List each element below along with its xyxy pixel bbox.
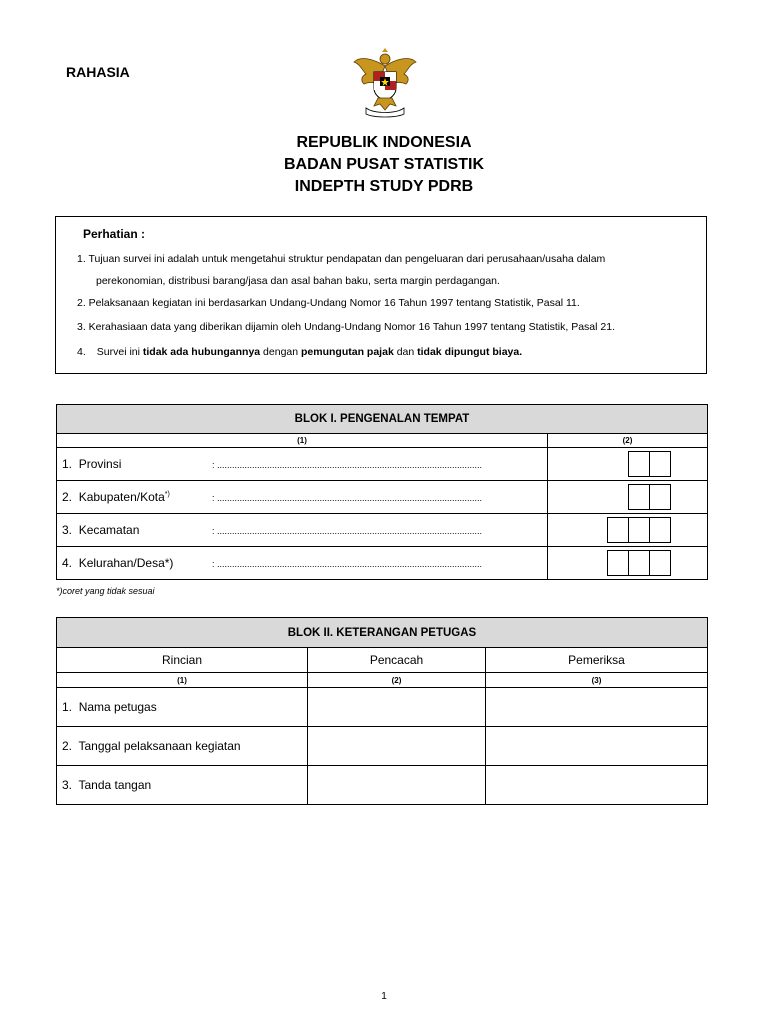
column-number-3: (3) [486,673,708,688]
blok-1-row-kelurahan-desa [57,547,708,580]
row-label-cell [57,727,308,766]
garuda-emblem-icon [352,48,418,118]
fill-in-line[interactable]: : .......................................................................................................... [212,559,483,569]
column-number-2: (2) [308,673,486,688]
notice-item-4-text-1: Survei ini [96,346,143,358]
blok-2-row-tanggal [57,727,708,766]
page-number: 1 [381,991,387,1002]
fill-in-line[interactable]: : .......................................................................................................... [212,526,483,536]
code-box[interactable] [649,451,671,477]
pencacah-input-cell[interactable] [308,688,486,727]
code-box[interactable] [628,517,650,543]
blok-1-row-provinsi [57,448,708,481]
row-number: 4. [62,556,73,570]
pemeriksa-input-cell[interactable] [486,688,708,727]
row-label: Kabupaten/Kota [78,490,165,504]
notice-item-4 [77,346,522,358]
row-number: 1. [62,457,73,471]
title-line-2: BADAN PUSAT STATISTIK [284,156,484,173]
blok-1-row-kecamatan [57,514,708,547]
row-number: 3. [62,778,73,792]
pencacah-input-cell[interactable] [308,766,486,805]
blok-2-row-nama-petugas [57,688,708,727]
row-number: 3. [62,523,73,537]
title-line-3: INDEPTH STUDY PDRB [294,178,474,195]
notice-heading: Perhatian : [83,227,146,241]
notice-item-4-bold-3: tidak dipungut biaya. [417,346,523,358]
column-header-pencacah: Pencacah [308,648,486,673]
notice-item-4-number: 4. [77,346,86,358]
pencacah-input-cell[interactable] [308,727,486,766]
row-label: Provinsi [78,457,122,471]
footnote-text: *)coret yang tidak sesuai [56,586,155,596]
column-number-1: (1) [57,673,308,688]
notice-item-4-bold-1: tidak ada hubungannya [142,346,261,358]
code-box-cell [548,481,708,514]
code-box[interactable] [628,451,650,477]
notice-item-1-line-2: perekonomian, distribusi barang/jasa dan asal bahan baku, serta margin perdagangan. [96,275,500,287]
notice-item-1-line-1: 1. Tujuan survei ini adalah untuk mengetahui struktur pendapatan dan pengeluaran dari perusahaan/usaha dalam [77,253,606,265]
code-box[interactable] [628,550,650,576]
footnote-mark: *) [164,491,170,498]
code-box-cell [548,448,708,481]
column-header-rincian: Rincian [57,648,308,673]
column-header-pemeriksa: Pemeriksa [486,648,708,673]
notice-item-4-bold-2: pemungutan pajak [301,346,394,358]
row-label: Kelurahan/Desa*) [78,556,174,570]
classification-label: RAHASIA [66,64,130,80]
pemeriksa-input-cell[interactable] [486,727,708,766]
blok-1-row-label-cell [57,547,548,580]
code-box[interactable] [649,484,671,510]
blok-1-table [56,404,708,580]
notice-item-2: 2. Pelaksanaan kegiatan ini berdasarkan Undang-Undang Nomor 16 Tahun 1997 tentang Statistik, Pasal 11. [77,297,580,309]
fill-in-line[interactable]: : .......................................................................................................... [212,460,483,470]
row-number: 1. [62,700,73,714]
notice-item-4-text-3: dan [393,346,418,358]
code-box-cell [548,514,708,547]
row-number: 2. [62,739,73,753]
blok-2-row-tanda-tangan [57,766,708,805]
fill-in-line[interactable]: : .......................................................................................................... [212,493,483,503]
blok-1-row-label-cell [57,448,548,481]
blok-1-row-label-cell [57,481,548,514]
row-label: Kecamatan [78,523,140,537]
blok-2-title: BLOK II. KETERANGAN PETUGAS [57,618,708,648]
code-box[interactable] [649,517,671,543]
row-label: Nama petugas [78,700,157,714]
notice-item-4-text-2: dengan [260,346,302,358]
code-box[interactable] [607,517,629,543]
code-box-cell [548,547,708,580]
blok-1-title: BLOK I. PENGENALAN TEMPAT [57,405,708,434]
notice-box [55,216,707,374]
blok-1-col-number-1: (1) [57,434,548,448]
code-box[interactable] [628,484,650,510]
document-title [0,132,768,198]
row-label-cell [57,766,308,805]
code-box[interactable] [649,550,671,576]
pemeriksa-input-cell[interactable] [486,766,708,805]
notice-item-3: 3. Kerahasiaan data yang diberikan dijamin oleh Undang-Undang Nomor 16 Tahun 1997 tentang Statistik, Pasal 21. [77,321,615,333]
blok-2-table [56,617,708,805]
blok-1-col-number-2: (2) [548,434,708,448]
title-line-1: REPUBLIK INDONESIA [296,134,472,151]
row-label-cell [57,688,308,727]
blok-1-row-kabupaten-kota [57,481,708,514]
blok-1-row-label-cell [57,514,548,547]
code-box[interactable] [607,550,629,576]
row-number: 2. [62,490,73,504]
row-label: Tanggal pelaksanaan kegiatan [78,739,241,753]
row-label: Tanda tangan [78,778,152,792]
